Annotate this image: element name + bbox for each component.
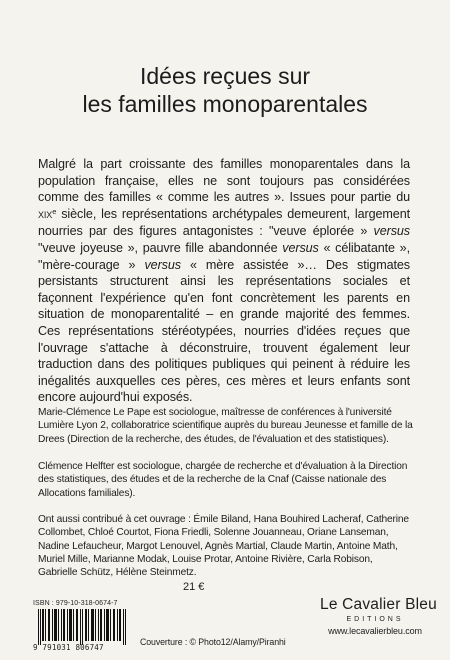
cover-credit: Couverture : © Photo12/Alamy/Piranhi bbox=[140, 637, 286, 647]
century-superscript: e bbox=[52, 206, 57, 216]
versus-1: versus bbox=[373, 224, 410, 239]
book-title bbox=[40, 62, 410, 118]
publisher-url[interactable]: www.lecavalierbleu.com bbox=[328, 626, 422, 636]
versus-2: versus bbox=[282, 240, 319, 255]
desc-text-5: « mère assistée »… Des stigmates persistants structurent ainsi les représentations sociales et façonnent l'expérience qu'en font concrètement les parents en situation de monoparentalité – en grande majorité des femmes. Ces représentations stéréotypées, nourries d'idées reçues que l'ouvrage s'attache à déconstruire, trouvent également leur traduction dans des politiques publiques qui peinent à réduire les inégalités auxquelles ces pères, ces mères et leurs enfants sont encore aujourd'hui exposés. bbox=[38, 257, 410, 405]
publisher-logo bbox=[320, 596, 437, 636]
title-line-1: Idées reçues sur bbox=[139, 63, 311, 89]
desc-text-1: Malgré la part croissante des familles monoparentales dans la population française, elles ne sont toujours pas considérées comme des familles « comme les autres ». Issues pour partie du bbox=[38, 157, 410, 205]
book-description bbox=[38, 156, 410, 406]
barcode-number: 9 791031 806747 bbox=[33, 643, 104, 652]
publisher-editions: EDITIONS bbox=[346, 616, 404, 623]
barcode-icon bbox=[33, 609, 131, 645]
publisher-name: Le Cavalier Bleu bbox=[320, 596, 437, 613]
isbn: ISBN : 979-10-318-0674-7 bbox=[33, 600, 118, 607]
author-bio-1: Marie-Clémence Le Pape est sociologue, maîtresse de conférences à l'université Lumière Lyon 2, collaboratrice scientifique auprès du bureau Jeunesse et famille de la Drees (Direction de la recherche, des études, de l'évaluation et des statistiques). bbox=[38, 407, 413, 445]
century-numeral: XIX bbox=[38, 209, 53, 220]
versus-3: versus bbox=[144, 257, 181, 272]
desc-text-4: « célibatante », "mère-courage » bbox=[38, 240, 410, 272]
price: 21 € bbox=[183, 581, 205, 593]
title-line-2: les familles monoparentales bbox=[82, 91, 368, 117]
contributors-list: Ont aussi contribué à cet ouvrage : Émile Biland, Hana Bouhired Lacheraf, Catherine Collombet, Chloé Courtot, Fiona Friedli, Solenne Jouanneau, Oriane Lanseman, Nadine Lefaucheur, Margot Lenouvel, Agnès Martial, Claude Martin, Antoine Math, Muriel Mille, Marianne Modak, Louise Protar, Antoine Rivière, Carla Robison, Gabrielle Schütz, Hélène Steinmetz. bbox=[38, 514, 409, 579]
author-bio-2: Clémence Helfter est sociologue, chargée de recherche et d'évaluation à la Direction des statistiques, des études et de la recherche de la Cnaf (Caisse nationale des Allocations familiales). bbox=[38, 461, 408, 499]
desc-text-3: "veuve joyeuse », pauvre fille abandonnée bbox=[38, 240, 283, 255]
desc-text-2: siècle, les représentations archétypales demeurent, largement nourries par des figures antagonistes : "veuve éplorée » bbox=[38, 206, 410, 239]
